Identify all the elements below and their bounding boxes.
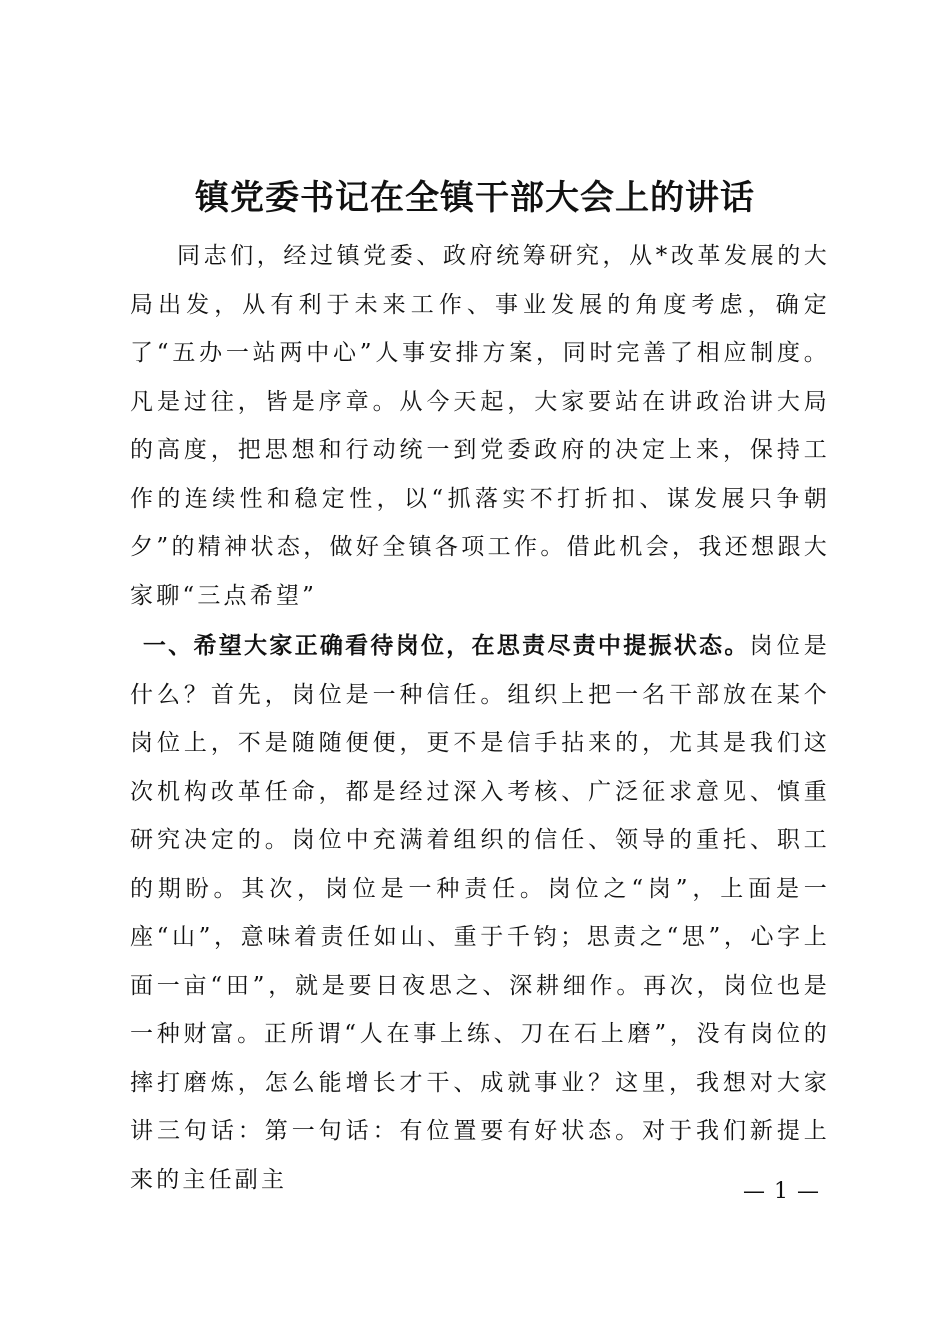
- section-one-paragraph: [130, 622, 830, 1204]
- document-title: 镇党委书记在全镇干部大会上的讲话: [195, 178, 755, 218]
- intro-paragraph: 同志们，经过镇党委、政府统筹研究，从*改革发展的大局出发，从有利于未来工作、事业发展的角度考虑，确定了“五办一站两中心”人事安排方案，同时完善了相应制度。凡是过往，皆是序章。从今天起，大家要站在讲政治讲大局的高度，把思想和行动统一到党委政府的决定上来，保持工作的连续性和稳定性，以“抓落实不打折扣、谋发展只争朝夕”的精神状态，做好全镇各项工作。借此机会，我还想跟大家聊“三点希望”: [130, 243, 830, 609]
- page-number: — 1 —: [743, 1179, 820, 1204]
- section-one-heading: 一、希望大家正确看待岗位，在思责尽责中提振状态。: [142, 633, 750, 659]
- section-one-body: 岗位是什么？首先，岗位是一种信任。组织上把一名干部放在某个岗位上，不是随随便便，更不是信手拈来的，尤其是我们这次机构改革任命，都是经过深入考核、广泛征求意见、慎重研究决定的。岗位中充满着组织的信任、领导的重托、职工的期盼。其次，岗位是一种责任。岗位之“岗”，上面是一座“山”，意味着责任如山、重于千钧；思责之“思”，心字上面一亩“田”，就是要日夜思之、深耕细作。再次，岗位也是一种财富。正所谓“人在事上练、刀在石上磨”，没有岗位的摔打磨炼，怎么能增长才干、成就事业？这里，我想对大家讲三句话：第一句话：有位置要有好状态。对于我们新提上来的主任副主: [130, 633, 830, 1193]
